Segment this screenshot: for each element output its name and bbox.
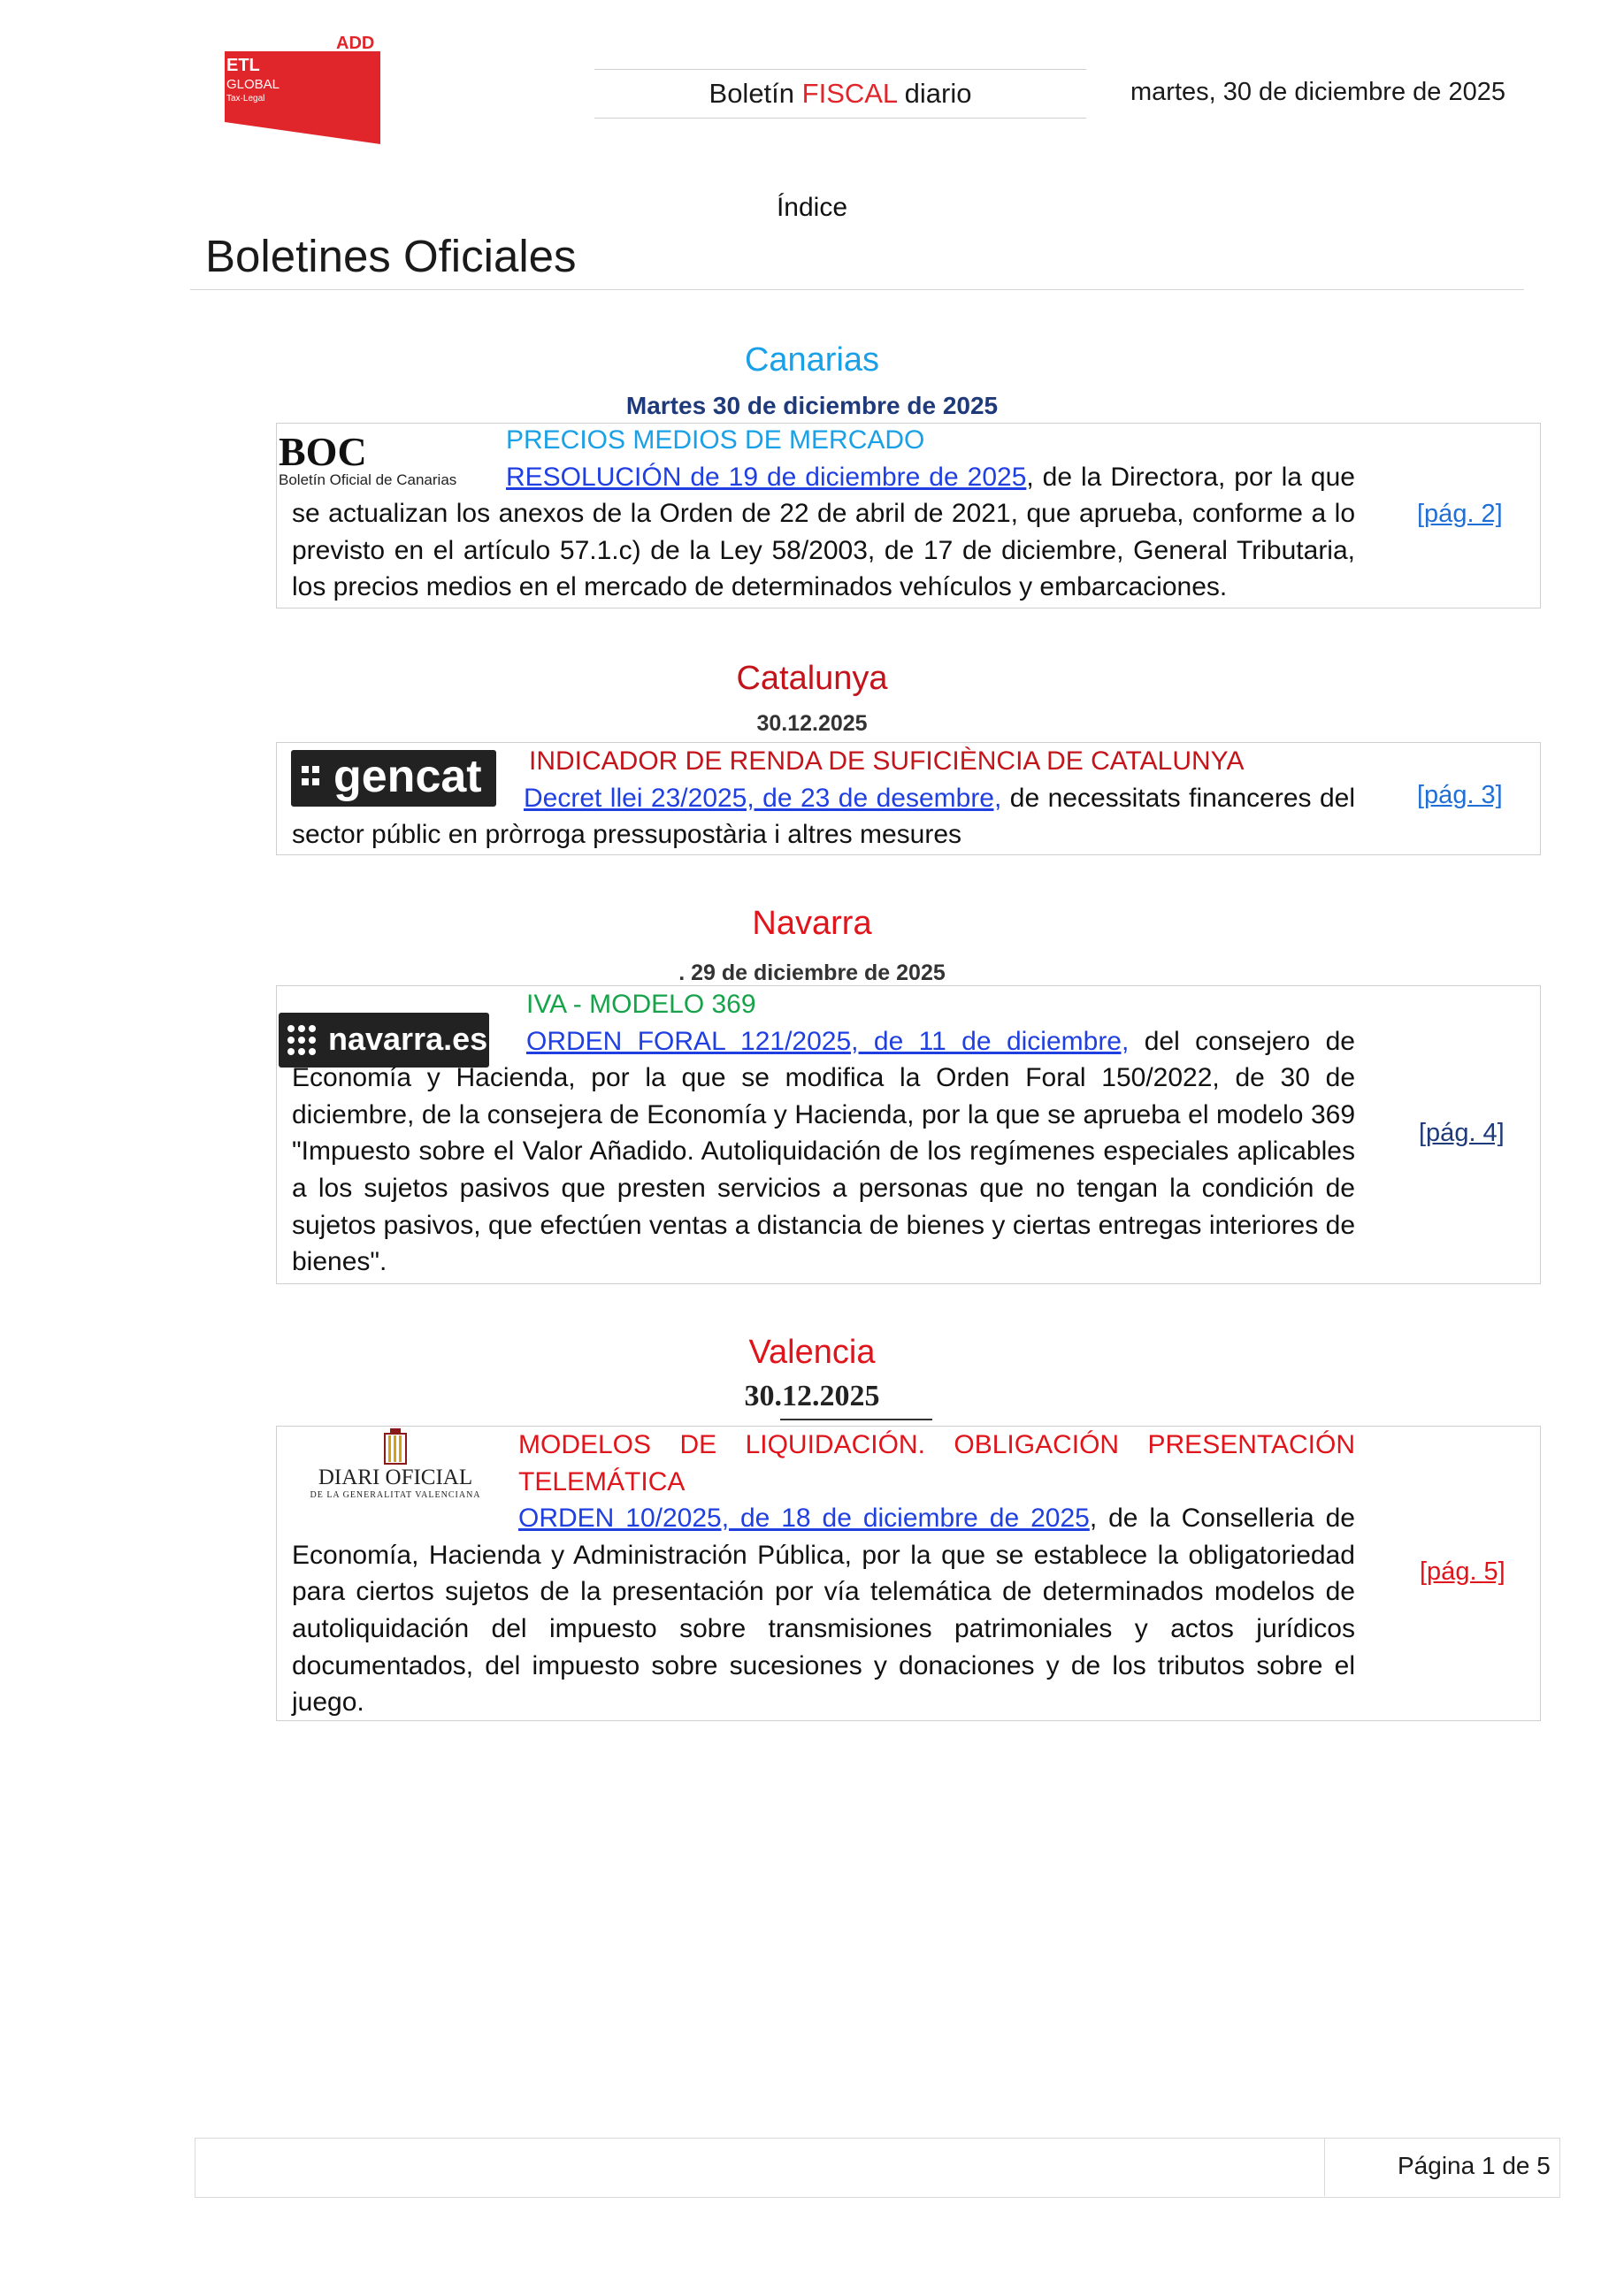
entry-body: , de la Directora, por la que se actualizan los anexos de la Orden de 22 de abril de 2021, que aprueba, conforme a lo previsto en el artículo 57.1.c) de la Ley 58/2003, de 17 de diciembre, General Tributaria, los precios medios en el mercado de determinados vehículos y embarcaciones. [292, 462, 1355, 602]
page-ref-link[interactable]: [pág. 5] [1420, 1557, 1505, 1586]
entry-card-navarra [276, 985, 1541, 1284]
gencat-logo-text: gencat [333, 751, 482, 802]
entry-topic: MODELOS DE LIQUIDACIÓN. OBLIGACIÓN PRESENTACIÓN TELEMÁTICA [518, 1430, 1355, 1496]
logo-global-text: GLOBAL [226, 77, 280, 92]
section-title: Boletines Oficiales [205, 231, 577, 281]
page-ref-link[interactable]: [pág. 4] [1419, 1119, 1505, 1147]
entry-topic: IVA - MODELO 369 [526, 990, 756, 1019]
dogv-logo-main: DIARI OFICIAL [318, 1466, 473, 1489]
title-suffix: diario [897, 78, 972, 109]
entry-card-valencia [276, 1426, 1541, 1721]
region-navarra-title: Navarra [752, 905, 872, 942]
index-link[interactable]: Índice [776, 193, 848, 222]
dogv-logo-sub: DE LA GENERALITAT VALENCIANA [310, 1490, 481, 1500]
entry-text-catalunya [292, 743, 1355, 853]
resolution-link[interactable]: RESOLUCIÓN de 19 de diciembre de 2025 [506, 462, 1027, 492]
entry-body: de necessitats financeres del sector públic en pròrroga pressupostària i altres mesures [292, 783, 1355, 850]
boc-logo-sub: Boletín Oficial de Canarias [279, 471, 457, 488]
entry-text-navarra [292, 986, 1355, 1281]
entry-body: del consejero de Economía y Hacienda, por la que se modifica la Orden Foral 150/2022, de 30 de diciembre, de la consejera de Economía y Hacienda, por la que se aprueba el modelo 369 "Impuesto sobre el Valor Añadido. Autoliquidación de los regímenes especiales aplicables a los sujetos pasivos que presten servicios a personas que no tengan la condición de sujetos pasivos, que efectúen ventas a distancia de bienes y ciertas entregas interiores de bienes". [292, 1026, 1355, 1277]
logo-etl-text: ETL [226, 56, 260, 75]
orden-link[interactable]: ORDEN 10/2025, de 18 de diciembre de 2025 [518, 1504, 1090, 1534]
page-ref-link[interactable]: [pág. 3] [1417, 781, 1503, 809]
bulletin-title [594, 69, 1086, 119]
region-navarra-date: . 29 de diciembre de 2025 [678, 960, 946, 985]
footer-divider [1324, 2138, 1325, 2196]
entry-topic: INDICADOR DE RENDA DE SUFICIÈNCIA DE CATALUNYA [529, 746, 1245, 776]
region-canarias-title: Canarias [744, 341, 880, 379]
entry-text-canarias [292, 422, 1355, 606]
title-highlight: FISCAL [801, 78, 898, 109]
entry-card-canarias [276, 423, 1541, 608]
navarra-logo-text: navarra.es [328, 1021, 488, 1057]
boc-logo-main: BOC [279, 429, 367, 474]
entry-topic: PRECIOS MEDIOS DE MERCADO [506, 425, 925, 455]
orden-foral-link[interactable]: ORDEN FORAL 121/2025, de 11 de diciembre, [526, 1026, 1130, 1056]
logo-add-text: ADD [336, 34, 375, 53]
page-number: Página 1 de 5 [1398, 2152, 1551, 2179]
page-ref-link[interactable]: [pág. 2] [1417, 500, 1503, 528]
etl-global-logo [212, 34, 380, 144]
header-date: martes, 30 de diciembre de 2025 [1130, 78, 1505, 106]
region-canarias-date: Martes 30 de diciembre de 2025 [625, 392, 999, 419]
decree-link[interactable]: Decret llei 23/2025, de 23 de desembre, [524, 783, 1002, 813]
region-valencia-title: Valencia [748, 1334, 876, 1371]
entry-body: , de la Conselleria de Economía, Hacienda y Administración Pública, por la que se establece la obligatoriedad para ciertos sujetos de la presentación por vía telemática de determinados modelos de autoliquidación del impuesto sobre transmisiones patrimoniales y actos jurídicos documentados, del impuesto sobre sucesiones y donaciones y de los tributos sobre el juego. [292, 1504, 1355, 1718]
logo-taxlegal-text: Tax·Legal [226, 94, 265, 103]
entry-card-catalunya [276, 742, 1541, 855]
entry-text-valencia [292, 1427, 1355, 1721]
region-catalunya-title: Catalunya [736, 660, 888, 697]
section-divider [190, 289, 1524, 290]
region-catalunya-date: 30.12.2025 [756, 711, 868, 736]
title-prefix: Boletín [709, 78, 802, 109]
region-valencia-date: 30.12.2025 [744, 1380, 880, 1412]
valencia-date-underline [780, 1419, 932, 1420]
footer [195, 2138, 1560, 2198]
